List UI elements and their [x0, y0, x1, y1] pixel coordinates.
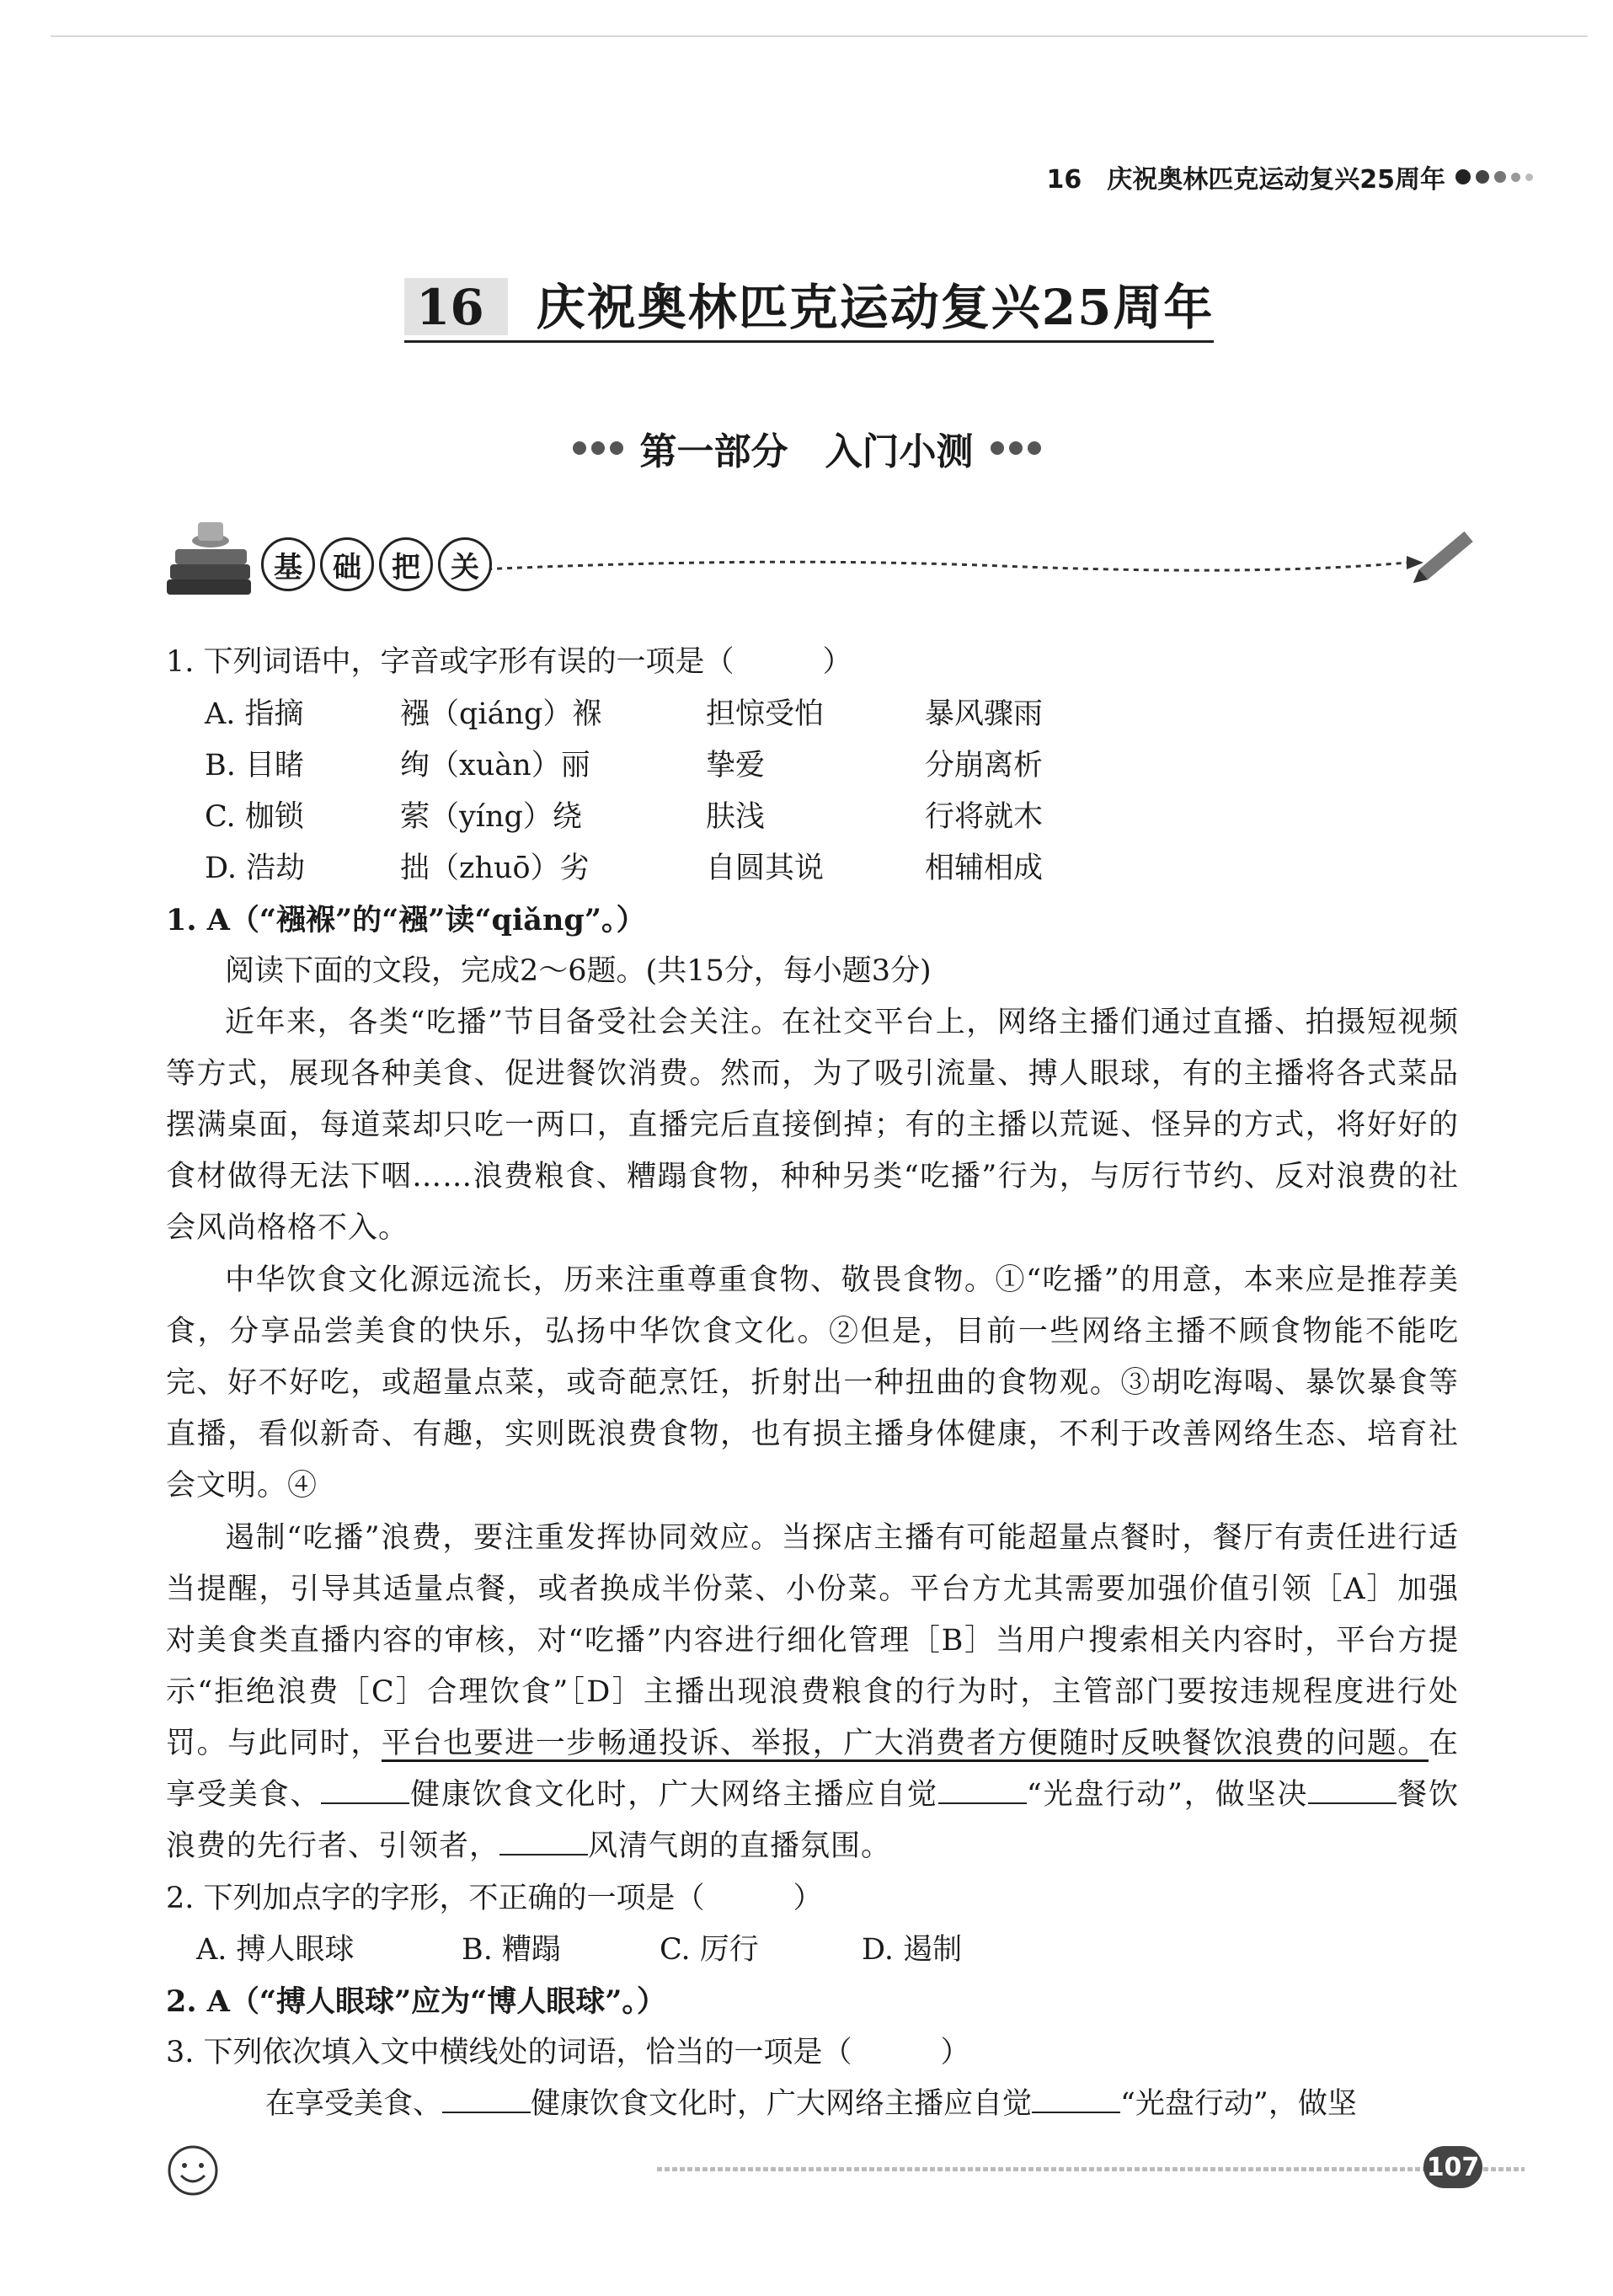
q2-option-a: A. 搏人眼球	[196, 1933, 355, 1967]
running-title: 16 庆祝奥林匹克运动复兴25周年	[1046, 165, 1445, 195]
q2-options	[196, 1925, 962, 1976]
q2-option-c: C. 厉行	[660, 1933, 759, 1967]
q3-blank-2	[1032, 2086, 1120, 2113]
q2-option-d: D. 遏制	[862, 1933, 963, 1967]
running-header	[1047, 158, 1534, 195]
q1-option-a: A. 指摘 襁（qiáng）褓 担惊受怕 暴风骤雨	[205, 697, 1044, 731]
basic-banner	[160, 505, 1474, 606]
banner-char-1: 基	[261, 537, 315, 591]
smiley-icon	[166, 2144, 220, 2197]
blank-3	[1308, 1777, 1397, 1804]
passage-paragraph-1: 近年来，各类“吃播”节目备受社会关注。在社交平台上，网络主播们通过直播、拍摄短视频等方式，展现各种美食、促进餐饮消费。然而，为了吸引流量、搏人眼球，有的主播将各式菜品摆满桌面，每道菜却只吃一两口，直播完后直接倒掉；有的主播以荒诞、怪异的方式，将好好的食材做得无法下咽……浪费粮食、糟蹋食物，种种另类“吃播”行为，与厉行节约、反对浪费的社会风尚格格不入。	[166, 1006, 1459, 1245]
blank-4	[499, 1829, 588, 1855]
chapter-title	[404, 278, 1214, 343]
q2-answer: 2. A（“搏人眼球”应为“博人眼球”。）	[166, 1984, 666, 2019]
passage-paragraph-2: 中华饮食文化源远流长，历来注重尊重食物、敬畏食物。①“吃播”的用意，本来应是推荐美食，分享品尝美食的快乐，弘扬中华饮食文化。②但是，目前一些网络主播不顾食物能不能吃完、好不好吃，或超量点菜，或奇葩烹饪，折射出一种扭曲的食物观。③胡吃海喝、暴饮暴食等直播，看似新奇、有趣，实则既浪费食物，也有损主播身体健康，不利于改善网络生态、培育社会文明。④	[166, 1263, 1459, 1503]
section-dots-left	[573, 441, 623, 455]
blank-1	[321, 1777, 409, 1804]
chapter-title-text: 庆祝奥林匹克运动复兴25周年	[536, 279, 1215, 336]
passage-p3-underlined: 平台也要进一步畅通投诉、举报，广大消费者方便随时反映餐饮浪费的问题。	[381, 1727, 1429, 1760]
page-number: 107	[1423, 2146, 1482, 2188]
passage-p3-text: 遏制“吃播”浪费，要注重发挥协同效应。当探店主播有可能超量点餐时，餐厅有责任进行适当提醒，引导其适量点餐，或者换成半份菜、小份菜。平台方尤其需要加强价值引领［A］加强对美食类直播内容的审核，对“吃播”内容进行细化管理［B］当用户搜索相关内容时，平台方提示“拒绝浪费［C］合理饮食”［D］主播出现浪费粮食的行为时，主管部门要按违规程度进行处罚。与此同时，	[166, 1521, 1459, 1760]
q1-stem: 1. 下列词语中，字音或字形有误的一项是（ ）	[166, 645, 852, 679]
section-title: 第一部分 入门小测	[639, 430, 974, 473]
basic-banner-chars	[261, 537, 492, 591]
section-heading	[0, 421, 1613, 475]
passage-paragraph-3: 遏制“吃播”浪费，要注重发挥协同效应。当探店主播有可能超量点餐时，餐厅有责任进行适当提醒，引导其适量点餐，或者换成半份菜、小份菜。平台方尤其需要加强价值引领［A］加强对美食类直播内容的审核，对“吃播”内容进行细化管理［B］当用户搜索相关内容时，平台方提示“拒绝浪费［C］合理饮食”［D］主播出现浪费粮食的行为时，主管部门要按违规程度进行处罚。与此同时，平台也要进一步畅通投诉、举报，广大消费者方便随时反映餐饮浪费的问题。在享受美食、 健康饮食文化时，广大网络主播应自觉 “光盘行动”，做坚决 餐饮浪费的先行者、引领者， 风清气朗的直播氛围。	[166, 1521, 1459, 1863]
banner-char-3: 把	[379, 537, 433, 591]
q1-option-c: C. 枷锁 萦（yíng）绕 肤浅 行将就木	[205, 800, 1044, 834]
q3-line: 在享受美食、 健康饮食文化时，广大网络主播应自觉 “光盘行动”，做坚	[265, 2087, 1357, 2121]
q2-option-b: B. 糟蹋	[462, 1933, 561, 1967]
q1-answer: 1. A（“襁褓”的“襁”读“qiǎng”。）	[166, 903, 646, 937]
top-rule	[51, 35, 1588, 37]
q3-stem: 3. 下列依次填入文中横线处的词语，恰当的一项是（ ）	[166, 2036, 970, 2069]
banner-char-2: 础	[320, 537, 374, 591]
section-dots-right	[991, 441, 1041, 455]
passage-intro: 阅读下面的文段，完成2～6题。(共15分，每小题3分)	[225, 954, 932, 988]
q1-options	[205, 689, 1043, 894]
q1-option-b: B. 目睹 绚（xuàn）丽 挚爱 分崩离析	[205, 749, 1044, 782]
q2-stem: 2. 下列加点字的字形，不正确的一项是（ ）	[166, 1882, 823, 1915]
header-dots	[1455, 169, 1533, 184]
q3-blank-1	[442, 2086, 531, 2113]
chapter-number: 16	[404, 278, 508, 335]
banner-char-4: 关	[438, 537, 492, 591]
q1-option-d: D. 浩劫 拙（zhuō）劣 自圆其说 相辅相成	[205, 852, 1044, 885]
blank-2	[938, 1777, 1027, 1804]
footer-rule	[657, 2167, 1525, 2171]
